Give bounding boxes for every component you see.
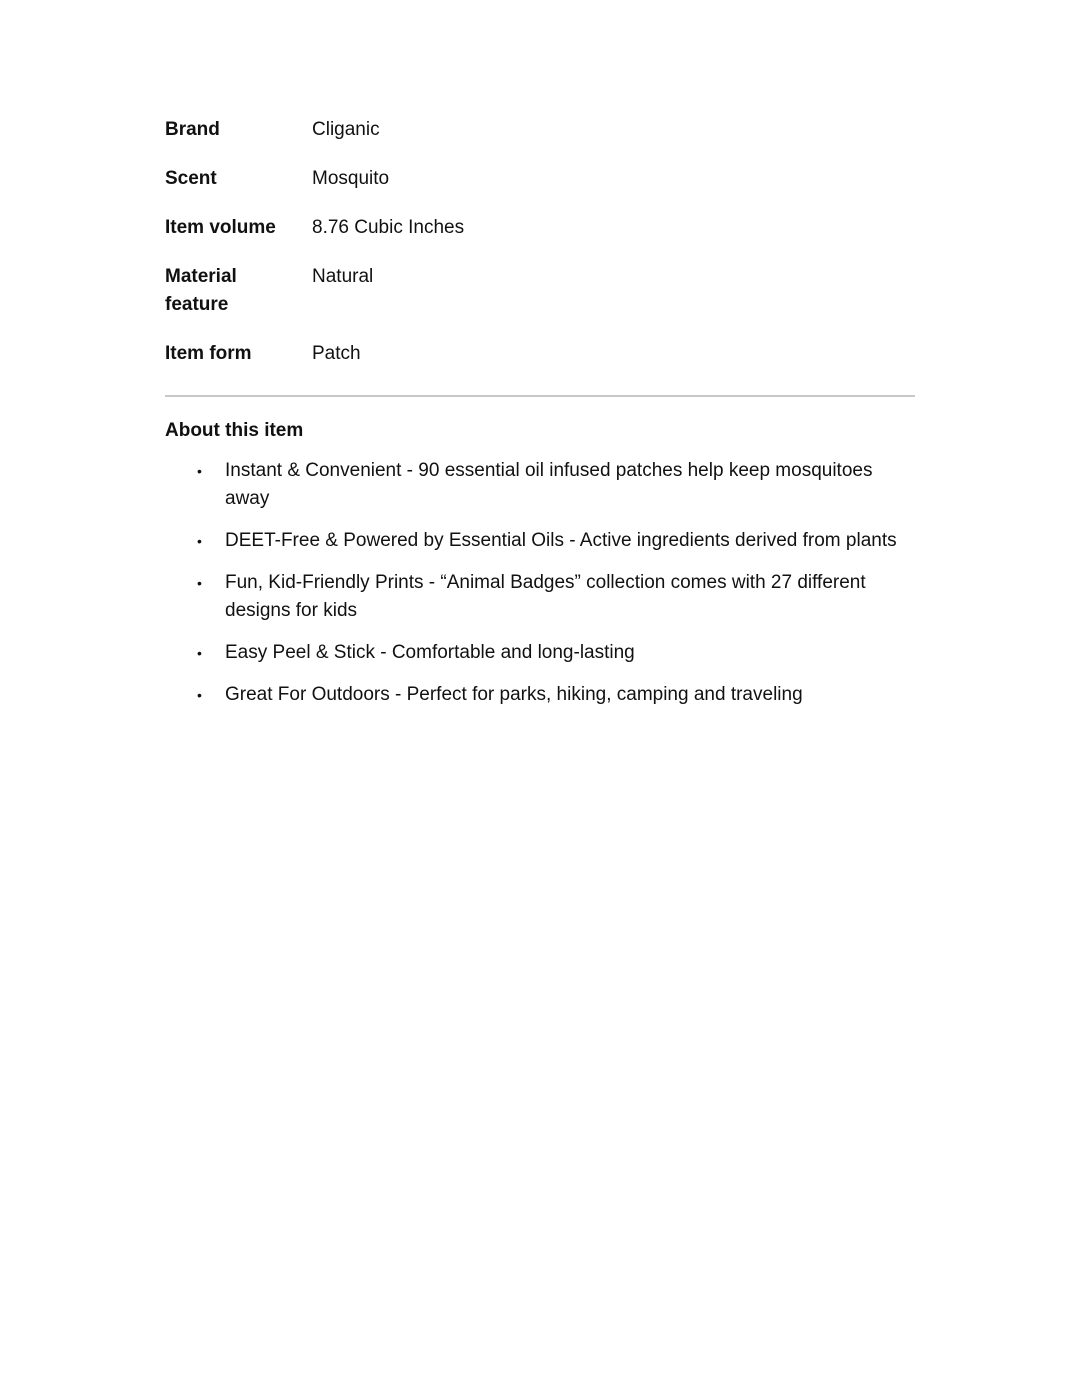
bullet-icon: • <box>197 533 202 549</box>
list-item <box>165 639 915 667</box>
spec-label: Item volume <box>165 217 276 238</box>
bullet-text: DEET-Free & Powered by Essential Oils - Active ingredients derived from plants <box>225 530 897 551</box>
list-item <box>165 681 915 709</box>
spec-value: Patch <box>312 343 361 364</box>
spec-label: Material feature <box>165 266 237 315</box>
spec-row-item-volume <box>165 214 464 263</box>
bullet-icon: • <box>197 645 202 661</box>
spec-label: Scent <box>165 168 217 189</box>
list-item <box>165 569 915 625</box>
bullet-icon: • <box>197 463 202 479</box>
list-item <box>165 457 915 513</box>
spec-value: Cliganic <box>312 119 380 140</box>
spec-value: Mosquito <box>312 168 390 189</box>
about-bullet-list <box>165 457 915 709</box>
spec-label: Item form <box>165 343 252 364</box>
document-page <box>165 116 915 723</box>
spec-value: 8.76 Cubic Inches <box>312 217 465 238</box>
spec-row-scent <box>165 165 464 214</box>
about-title: About this item <box>165 420 304 441</box>
section-divider <box>165 395 915 397</box>
spec-row-item-form <box>165 340 464 389</box>
spec-row-material-feature <box>165 263 464 340</box>
spec-value: Natural <box>312 266 374 287</box>
bullet-text: Instant & Convenient - 90 essential oil infused patches help keep mosquitoes away <box>225 460 873 509</box>
product-spec-table <box>165 116 464 389</box>
bullet-icon: • <box>197 575 202 591</box>
list-item <box>165 527 915 555</box>
bullet-icon: • <box>197 687 202 703</box>
spec-row-brand <box>165 116 464 165</box>
bullet-text: Easy Peel & Stick - Comfortable and long-lasting <box>225 642 635 663</box>
bullet-text: Fun, Kid-Friendly Prints - “Animal Badges” collection comes with 27 different designs for kids <box>225 572 866 621</box>
bullet-text: Great For Outdoors - Perfect for parks, hiking, camping and traveling <box>225 684 803 705</box>
spec-label: Brand <box>165 119 220 140</box>
